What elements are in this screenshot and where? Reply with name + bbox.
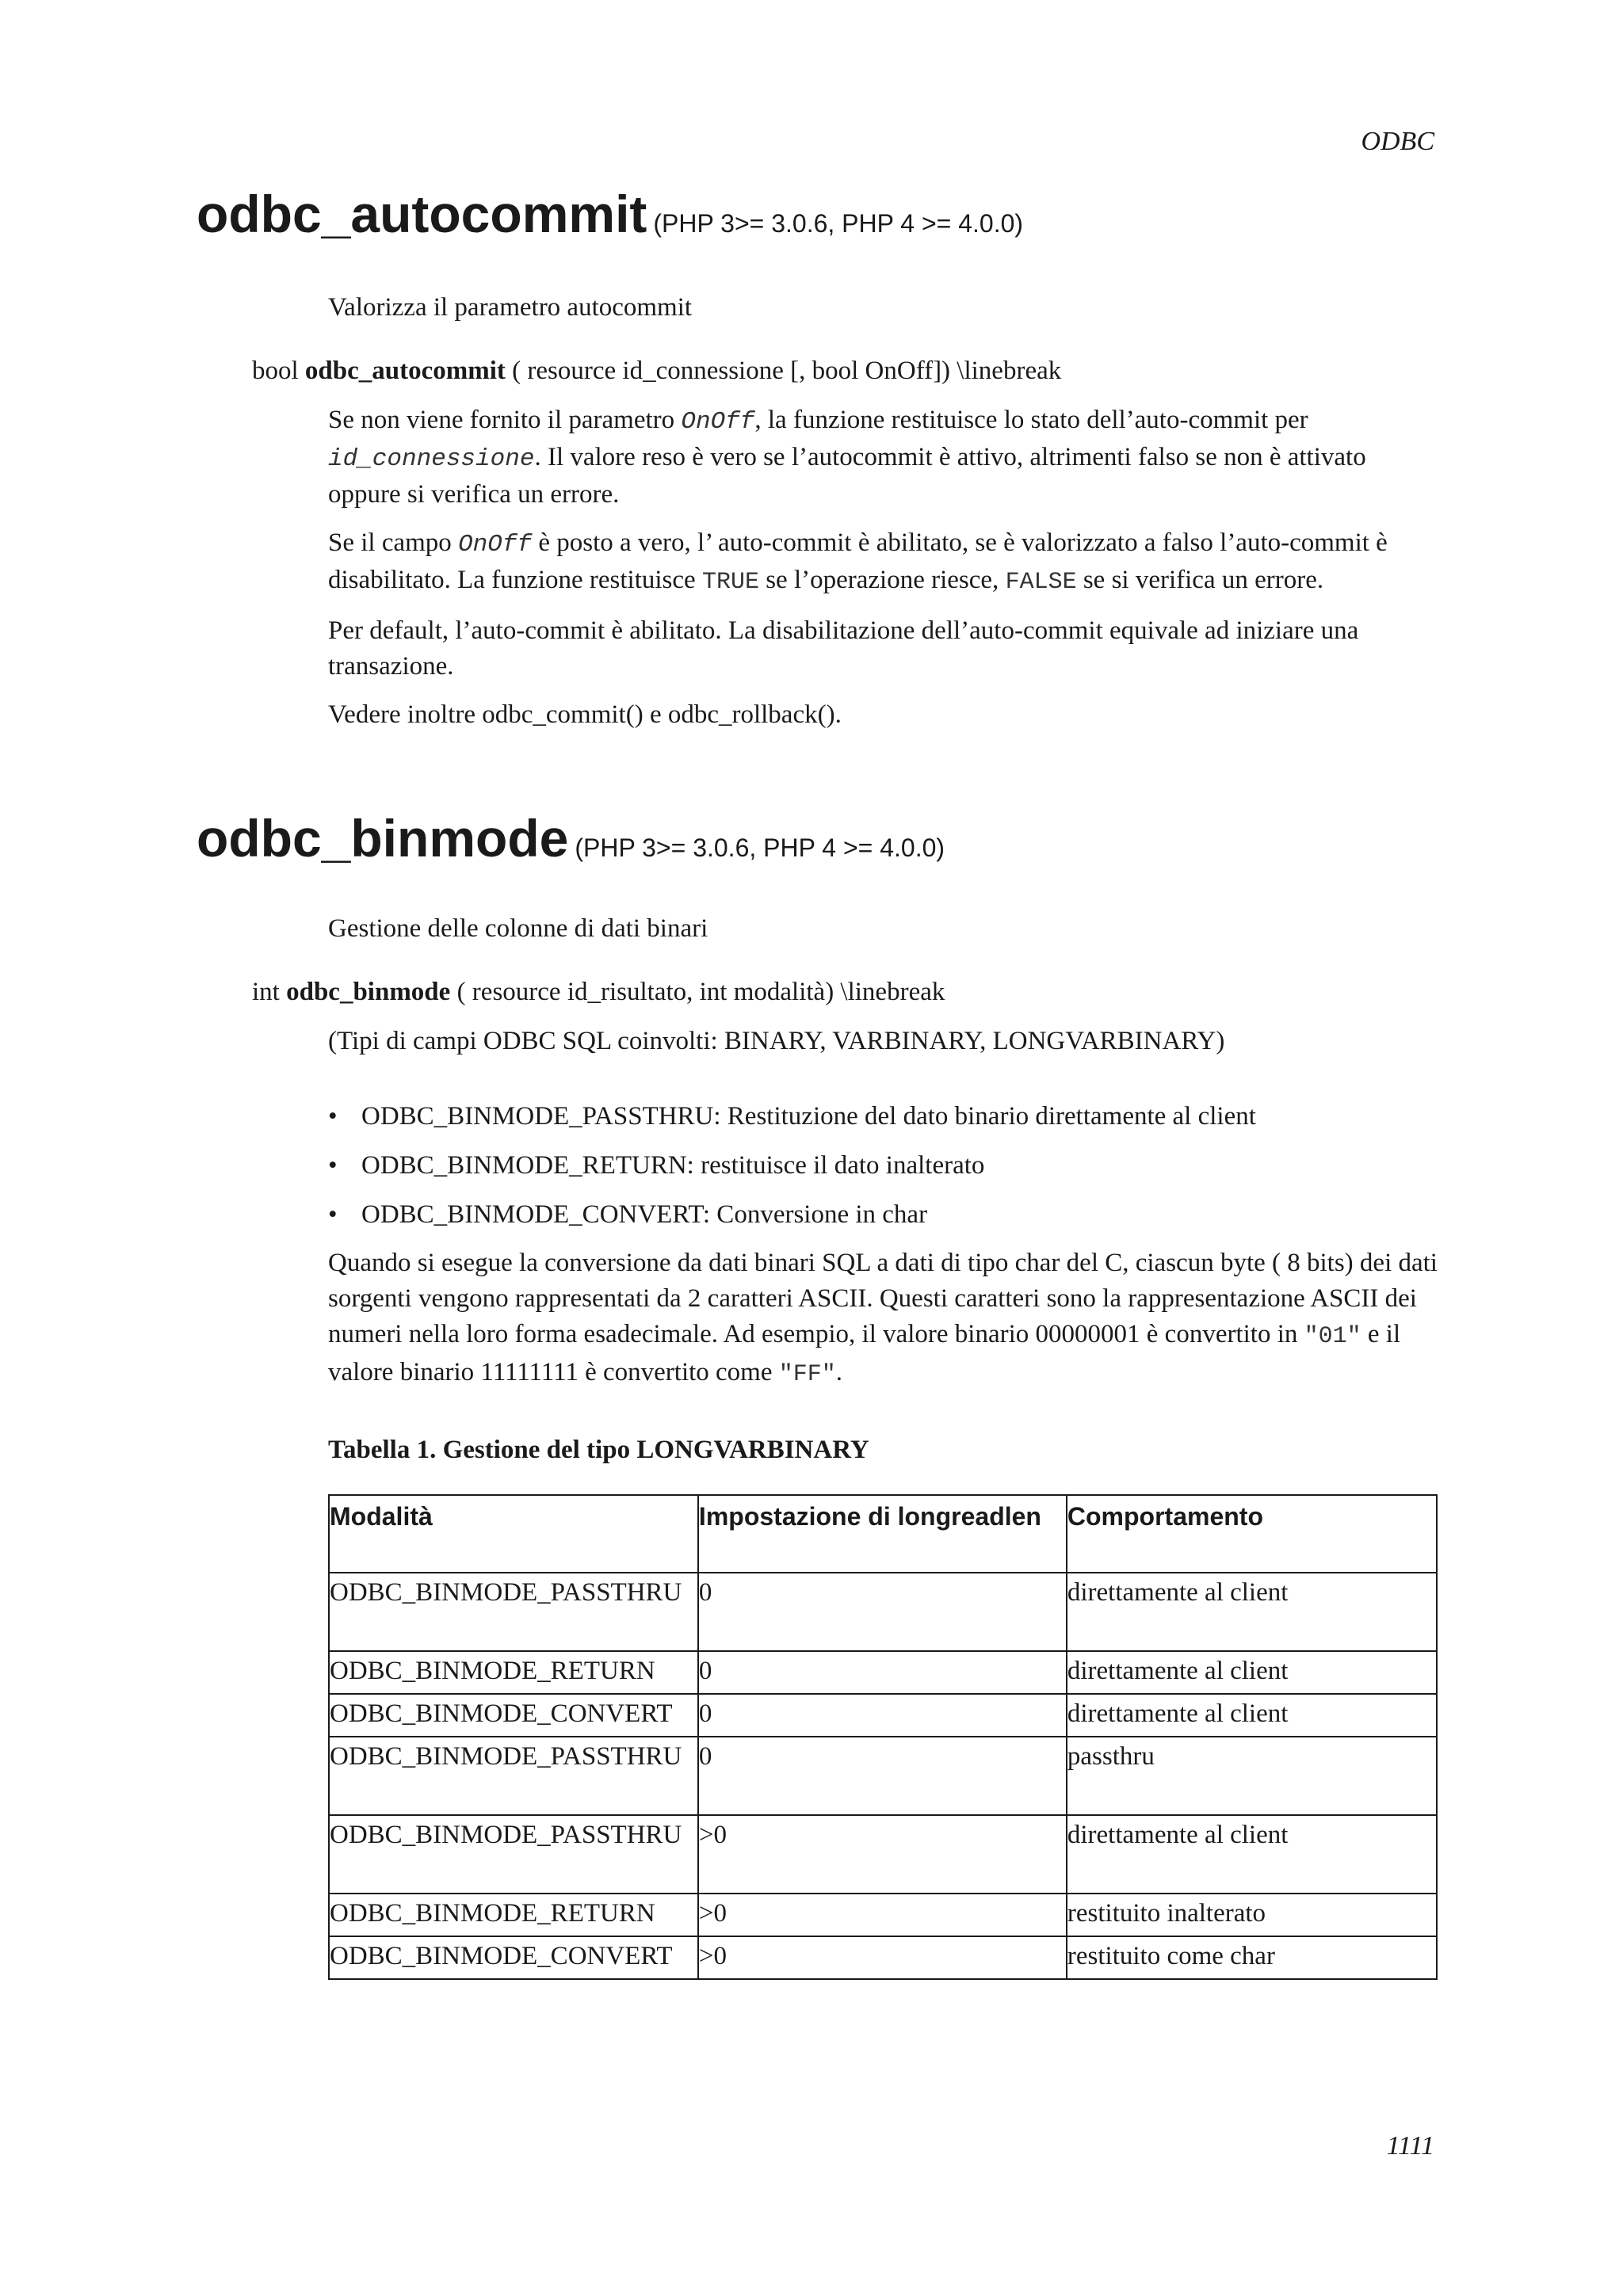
table-row: [329, 1737, 1437, 1815]
table-cell: ODBC_BINMODE_PASSTHRU: [329, 1737, 698, 1815]
binmode-synopsis: [252, 974, 945, 1010]
autocommit-version: (PHP 3>= 3.0.6, PHP 4 >= 4.0.0): [653, 209, 1024, 238]
list-item-text: ODBC_BINMODE_RETURN: restituisce il dato inalterato: [361, 1151, 985, 1180]
bullet-mark: •: [328, 1151, 338, 1180]
bullet-mark: •: [328, 1102, 338, 1131]
table-cell: restituito inalterato: [1067, 1894, 1437, 1936]
table-cell: ODBC_BINMODE_PASSTHRU: [329, 1815, 698, 1894]
table-cell: >0: [698, 1936, 1067, 1979]
autocommit-para-3: Per default, l’auto-commit è abilitato. La disabilitazione dell’auto-commit equivale ad iniziare una transazione.: [328, 616, 1359, 681]
autocommit-function-name: odbc_autocommit: [197, 185, 647, 243]
text: e il valore binario 11111111 è convertito come: [328, 1320, 1401, 1386]
list-item: [328, 1099, 1256, 1135]
autocommit-para-1: [328, 402, 1438, 513]
constant-true: TRUE: [701, 569, 759, 596]
param-id-connessione: id_connessione: [328, 445, 535, 473]
table-cell: ODBC_BINMODE_CONVERT: [329, 1694, 698, 1737]
param-onoff: OnOff: [681, 408, 755, 436]
binmode-purpose: Gestione delle colonne di dati binari: [328, 914, 708, 943]
text: Se non viene fornito il parametro: [328, 406, 682, 434]
page-number: 1111: [1386, 2131, 1434, 2161]
text: se l’operazione riesce,: [758, 566, 1006, 594]
synopsis-return-type: bool: [252, 357, 299, 385]
synopsis-function-name: odbc_binmode: [286, 978, 451, 1006]
table-row: [329, 1894, 1437, 1936]
binmode-para-2: [328, 1245, 1438, 1393]
table-header-row: [329, 1495, 1437, 1573]
text: .: [835, 1358, 843, 1386]
synopsis-params: ( resource id_risultato, int modalità) \linebreak: [456, 978, 945, 1006]
list-item: [328, 1148, 984, 1184]
table-cell: 0: [698, 1573, 1067, 1651]
text: , la funzione restituisce lo stato dell’auto-commit per: [754, 406, 1308, 434]
constant-false: FALSE: [1005, 569, 1077, 596]
conversion-paragraph: [328, 1245, 1438, 1393]
column-header-comportamento: Comportamento: [1067, 1495, 1437, 1573]
table-cell: direttamente al client: [1067, 1651, 1437, 1694]
binmode-function-name: odbc_binmode: [197, 809, 569, 868]
table-row: [329, 1815, 1437, 1894]
table-row: [329, 1573, 1437, 1651]
table-cell: 0: [698, 1694, 1067, 1737]
longvarbinary-table: [328, 1494, 1438, 1980]
table-cell: ODBC_BINMODE_CONVERT: [329, 1936, 698, 1979]
autocommit-title: [197, 184, 1023, 244]
table-row: [329, 1694, 1437, 1737]
bullet-mark: •: [328, 1200, 338, 1229]
column-header-modalita: Modalità: [329, 1495, 698, 1573]
literal-ff: "FF": [778, 1361, 836, 1388]
running-header: ODBC: [1361, 127, 1434, 156]
table-cell: 0: [698, 1651, 1067, 1694]
binmode-title: [197, 808, 945, 868]
synopsis-return-type: int: [252, 978, 280, 1006]
autocommit-para-2: [328, 525, 1438, 601]
binmode-version: (PHP 3>= 3.0.6, PHP 4 >= 4.0.0): [575, 833, 945, 862]
text: . Il valore reso è vero se l’autocommit è attivo, altrimenti falso se non è attivato oppure si verifica un errore.: [328, 443, 1366, 509]
table-cell: direttamente al client: [1067, 1694, 1437, 1737]
table-row: [329, 1651, 1437, 1694]
table-cell: ODBC_BINMODE_PASSTHRU: [329, 1573, 698, 1651]
text: Se il campo: [328, 528, 459, 557]
text: Quando si esegue la conversione da dati binari SQL a dati di tipo char del C, ciascun byte ( 8 bits) dei dati sorgenti vengono rappresentati da 2 caratteri ASCII. Questi caratteri sono la rappresentazione ASCII dei numeri nella loro forma esadecimale. Ad esempio, il valore binario 00000001 è convertito in: [328, 1249, 1438, 1348]
table-cell: restituito come char: [1067, 1936, 1437, 1979]
table-cell: direttamente al client: [1067, 1573, 1437, 1651]
synopsis-function-name: odbc_autocommit: [304, 357, 506, 385]
list-item-text: ODBC_BINMODE_CONVERT: Conversione in char: [361, 1200, 928, 1229]
column-header-longreadlen: Impostazione di longreadlen: [698, 1495, 1067, 1573]
autocommit-para-4: Vedere inoltre odbc_commit() e odbc_rollback().: [328, 700, 842, 729]
text: se si verifica un errore.: [1076, 566, 1324, 594]
text: è posto a vero, l’ auto-commit è abilitato, se è valorizzato a falso l’auto-commit è disabilitato. La funzione restituisce: [328, 528, 1388, 594]
list-item-text: ODBC_BINMODE_PASSTHRU: Restituzione del dato binario direttamente al client: [361, 1102, 1256, 1131]
table-cell: ODBC_BINMODE_RETURN: [329, 1651, 698, 1694]
param-onoff: OnOff: [458, 531, 533, 559]
table-cell: 0: [698, 1737, 1067, 1815]
binmode-para-1: (Tipi di campi ODBC SQL coinvolti: BINARY, VARBINARY, LONGVARBINARY): [328, 1027, 1225, 1055]
autocommit-description: [328, 402, 1438, 733]
table-cell: passthru: [1067, 1737, 1437, 1815]
table-cell: ODBC_BINMODE_RETURN: [329, 1894, 698, 1936]
literal-01: "01": [1304, 1323, 1361, 1350]
table-cell: >0: [698, 1815, 1067, 1894]
table-caption: Tabella 1. Gestione del tipo LONGVARBINARY: [328, 1436, 869, 1464]
autocommit-synopsis: [252, 353, 1061, 389]
table-cell: direttamente al client: [1067, 1815, 1437, 1894]
synopsis-params: ( resource id_connessione [, bool OnOff]) \linebreak: [512, 357, 1062, 385]
list-item: [328, 1197, 927, 1233]
table-cell: >0: [698, 1894, 1067, 1936]
table-row: [329, 1936, 1437, 1979]
autocommit-purpose: Valorizza il parametro autocommit: [328, 293, 693, 322]
